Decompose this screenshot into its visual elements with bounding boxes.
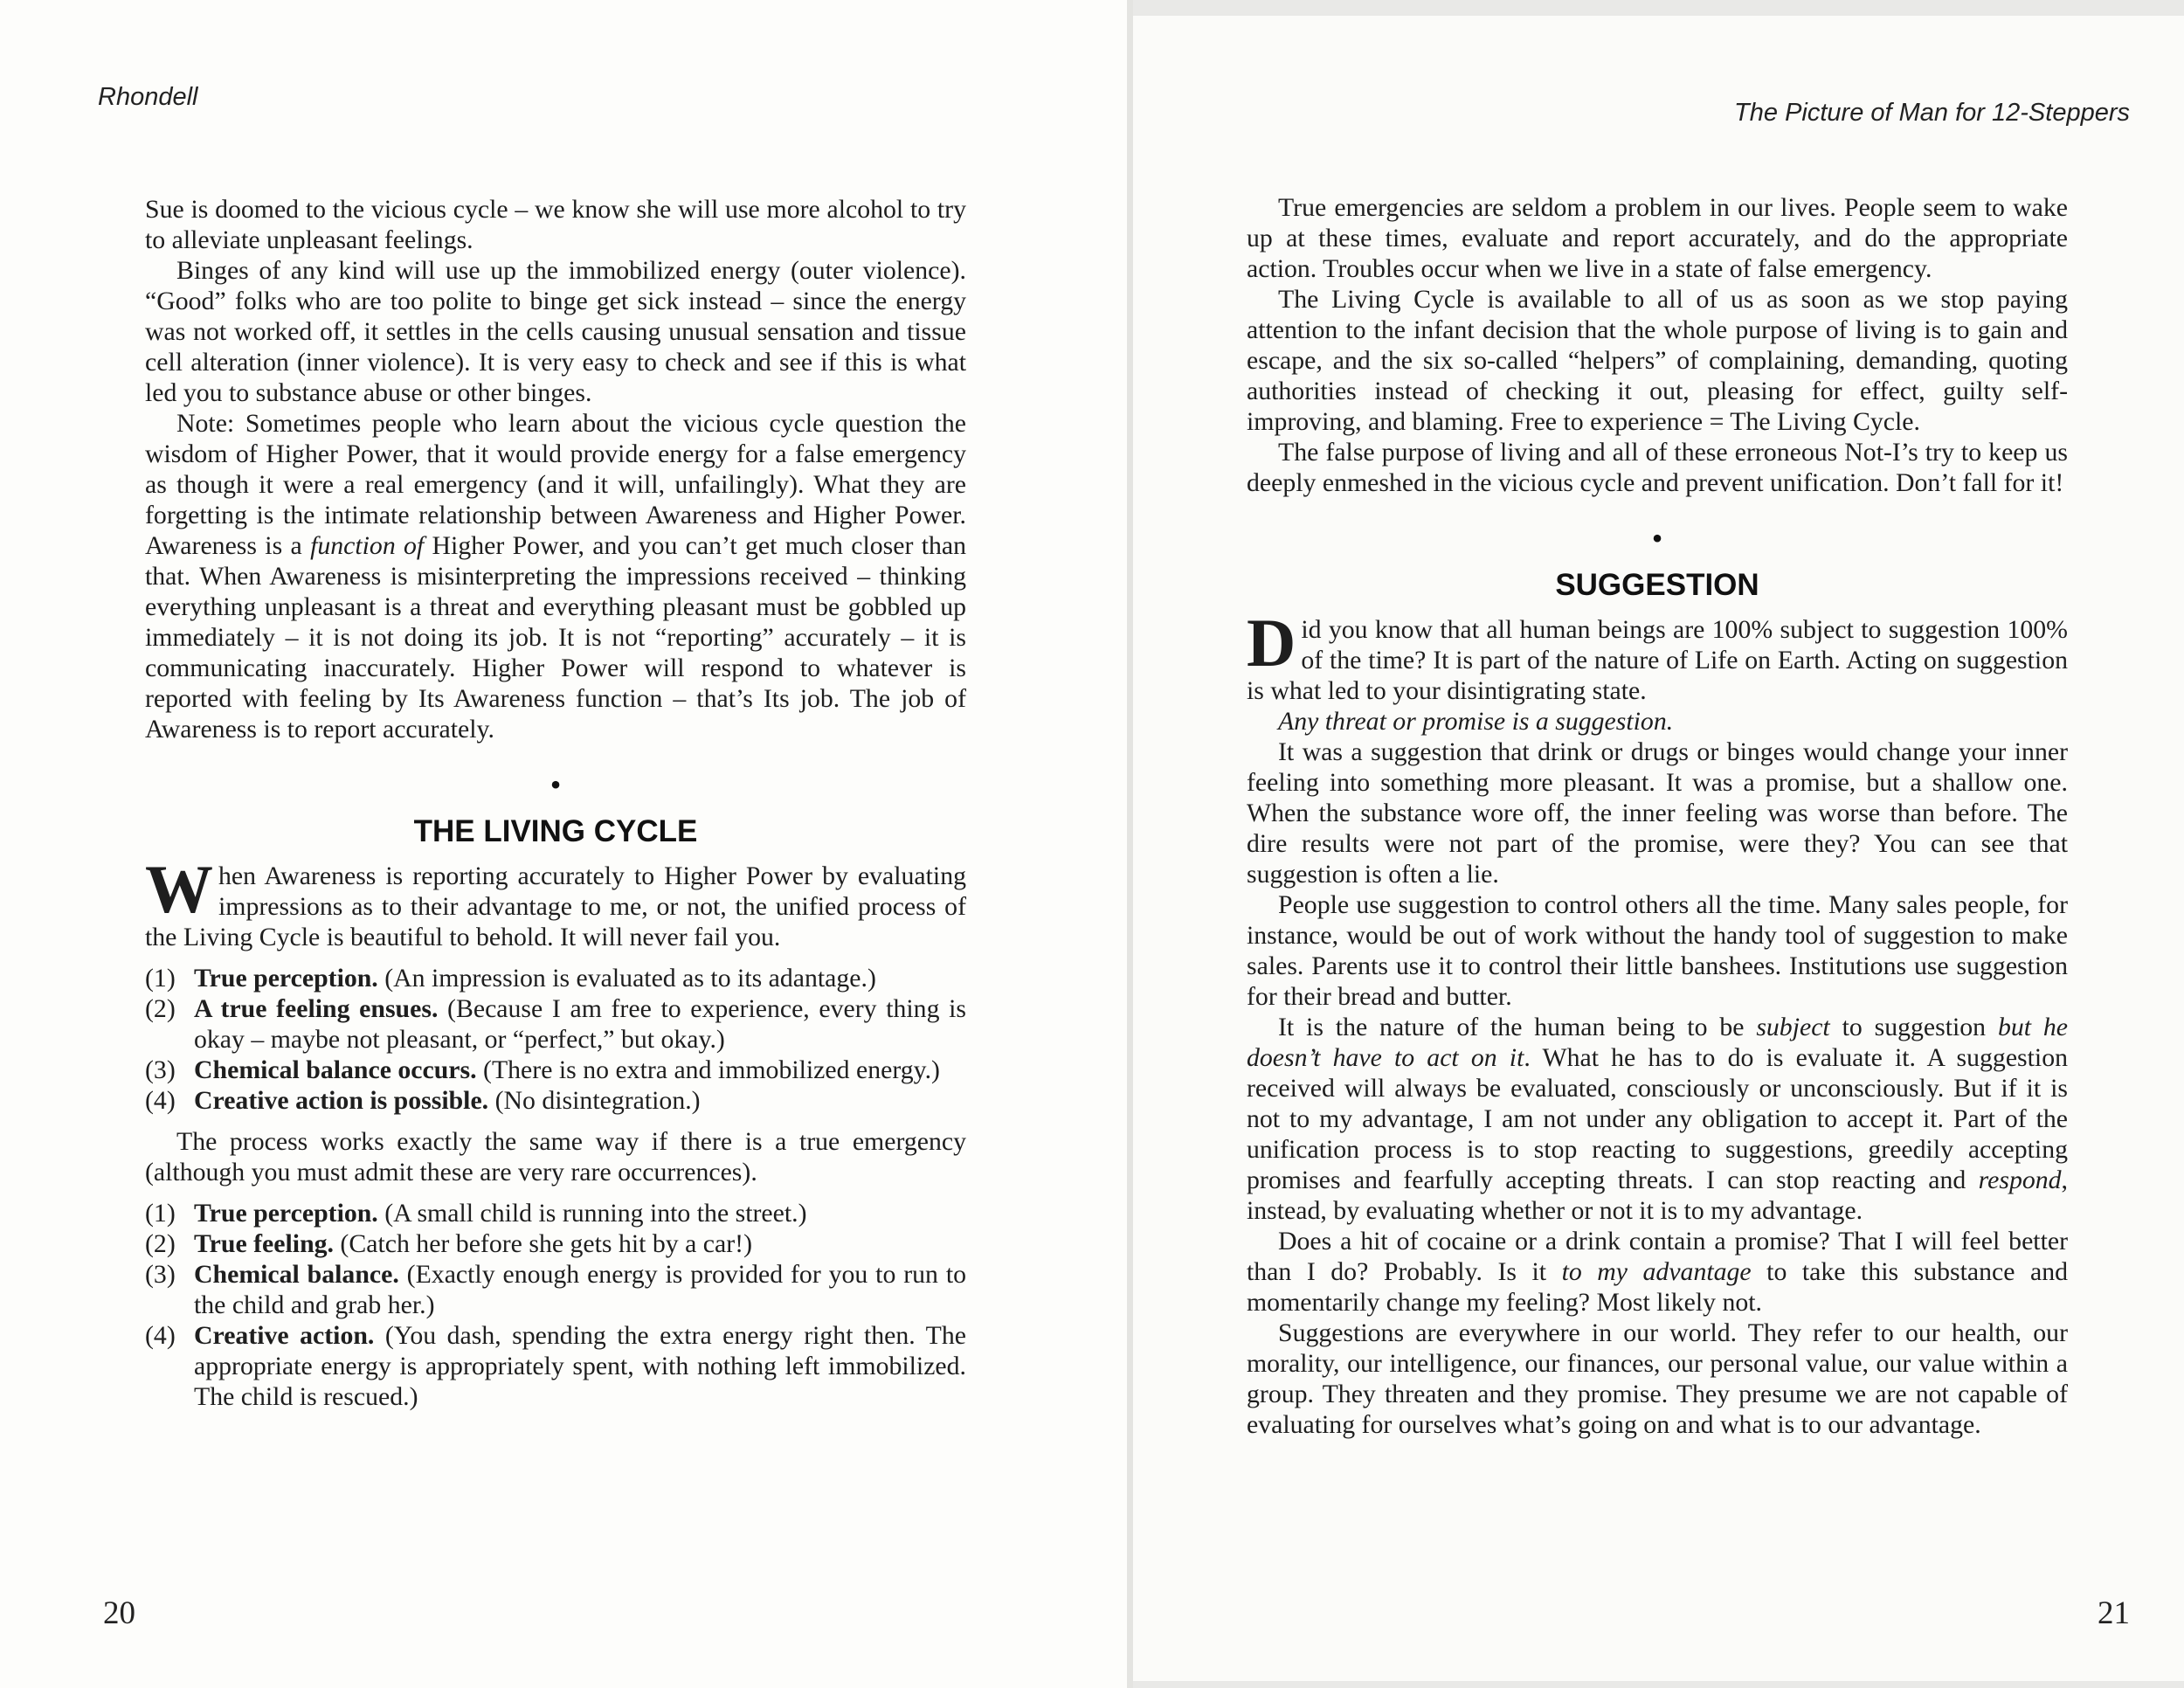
list-item: (3) Chemical balance occurs. (There is no extra and immobilized energy.) [145, 1055, 940, 1084]
drop-cap: D [1247, 605, 1296, 681]
list-item: (4) Creative action. (You dash, spending the extra energy right then. The appropriate energy is appropriately spent, with nothing left immobilized. The child is rescued.) [145, 1321, 966, 1411]
true-emergency-list [145, 1198, 966, 1412]
paragraph: It is the nature of the human being to be subject to suggestion but he doesn’t have to act on it. What he has to do is evaluate it. A suggestion received will always be evaluated, consciously or unconsciously. But if it is not to my advantage, I am not under any obligation to accept it. Part of the unification process is to stop reacting to suggestions, greedily accepting promises and fearfully accepting threats. I can stop reacting and respond, instead, by evaluating whether or not it is to my advantage. [1247, 1013, 2069, 1225]
page-number-right: 21 [2098, 1595, 2130, 1631]
section-intro-paragraph: When Awareness is reporting accurately to Higher Power by evaluating impressions as to their advantage to me, or not, the unified process of the Living Cycle is beautiful to behold. It will never fail you. [145, 851, 966, 951]
note-paragraph: Note: Sometimes people who learn about the vicious cycle question the wisdom of Higher Power, that it would provide energy for a false emergency as though it were a real emergency (and it will, unfailingly). What they are forgetting is the intimate relationship between Awareness and Higher Power. Awareness is a function of Higher Power, and you can’t get much closer than that. When Awareness is misinterpreting the impressions received – thinking everything unpleasant is a threat and everything pleasant must be gobbled up immediately – it is not doing its job. It is not “reporting” accurately – it is communicating inaccurately. Higher Power will respond to whatever is reported with feeling by Its Awareness function – that’s Its job. The job of Awareness is to report accurately. [145, 409, 967, 744]
left-text-column [145, 194, 966, 1422]
list-item: (3) Chemical balance. (Exactly enough energy is provided for you to run to the child and grab her.) [145, 1260, 966, 1319]
paragraph: True emergencies are seldom a problem in our lives. People seem to wake up at these times, evaluate and report accurately, and do the appropriate action. Troubles occur when we live in a state of false emergency. [1247, 193, 2068, 283]
paragraph: The process works exactly the same way if there is a true emergency (although you must admit these are very rare occurrences). [145, 1127, 966, 1186]
list-item: (4) Creative action is possible. (No disintegration.) [145, 1086, 701, 1115]
paragraph: Binges of any kind will use up the immobilized energy (outer violence). “Good” folks who are too polite to binge get sick instead – since the energy was not worked off, it settles in the cells causing unusual sensation and tissue cell alteration (inner violence). It is very easy to check and see if this is what led you to substance abuse or other binges. [145, 256, 966, 407]
paragraph: Sue is doomed to the vicious cycle – we know she will use more alcohol to try to alleviate unpleasant feelings. [145, 195, 966, 254]
paragraph: People use suggestion to control others all the time. Many sales people, for instance, would be out of work without the handy tool of suggestion to make sales. Parents use it to control their little banshees. Institutions use suggestion for their bread and butter. [1247, 890, 2068, 1011]
list-item: (2) True feeling. (Catch her before she gets hit by a car!) [145, 1229, 753, 1258]
italic-statement: Any threat or promise is a suggestion. [1278, 707, 1674, 736]
paragraph: The Living Cycle is available to all of us as soon as we stop paying attention to the infant decision that the whole purpose of living is to gain and escape, and the six so-called “helpers” of complaining, demanding, quoting authorities instead of checking it out, pleasing for effect, guilty self-improving, and blaming. Free to experience = The Living Cycle. [1247, 285, 2068, 436]
page-number-left: 20 [103, 1595, 135, 1631]
list-item: (2) A true feeling ensues. (Because I am free to experience, every thing is okay – maybe not pleasant, or “perfect,” but okay.) [145, 994, 966, 1054]
paragraph: Does a hit of cocaine or a drink contain a promise? That I will feel better than I do? Probably. Is it to my advantage to take this substance and momentarily change my feeling? Most likely not. [1247, 1227, 2068, 1317]
list-item: (1) True perception. (A small child is running into the street.) [145, 1199, 807, 1228]
paragraph: Suggestions are everywhere in our world. They refer to our health, our morality, our intelligence, our finances, our personal value, our value within a group. They threaten and they promise. They presume we are not capable of evaluating for ourselves what’s going on and what is to our advantage. [1247, 1318, 2068, 1439]
running-header-left: Rhondell [98, 83, 198, 111]
section-intro-paragraph: Did you know that all human beings are 100% subject to suggestion 100% of the time? It is part of the nature of Life on Earth. Acting on suggestion is what led to your disintigrating state. [1247, 605, 2068, 705]
section-divider-bullet: • [1651, 521, 1663, 556]
section-heading-living-cycle: THE LIVING CYCLE [413, 814, 698, 848]
right-text-column [1247, 192, 2068, 1440]
drop-cap: W [145, 851, 213, 927]
section-heading-suggestion: SUGGESTION [1555, 568, 1759, 602]
paragraph: The false purpose of living and all of these erroneous Not-I’s try to keep us deeply enmeshed in the vicious cycle and prevent unification. Don’t fall for it! [1247, 438, 2068, 497]
right-page [1133, 16, 2184, 1681]
running-header-right: The Picture of Man for 12-Steppers [1734, 99, 2130, 127]
living-cycle-list [145, 963, 966, 1116]
list-item: (1) True perception. (An impression is evaluated as to its adantage.) [145, 964, 876, 993]
paragraph: It was a suggestion that drink or drugs or binges would change your inner feeling into something more pleasant. It was a promise, but a shallow one. When the substance wore off, the inner feeling was worse than before. The dire results were not part of the promise, were they? You can see that suggestion is often a lie. [1247, 737, 2068, 889]
section-divider-bullet: • [549, 767, 562, 802]
book-gutter [1127, 0, 1133, 1688]
